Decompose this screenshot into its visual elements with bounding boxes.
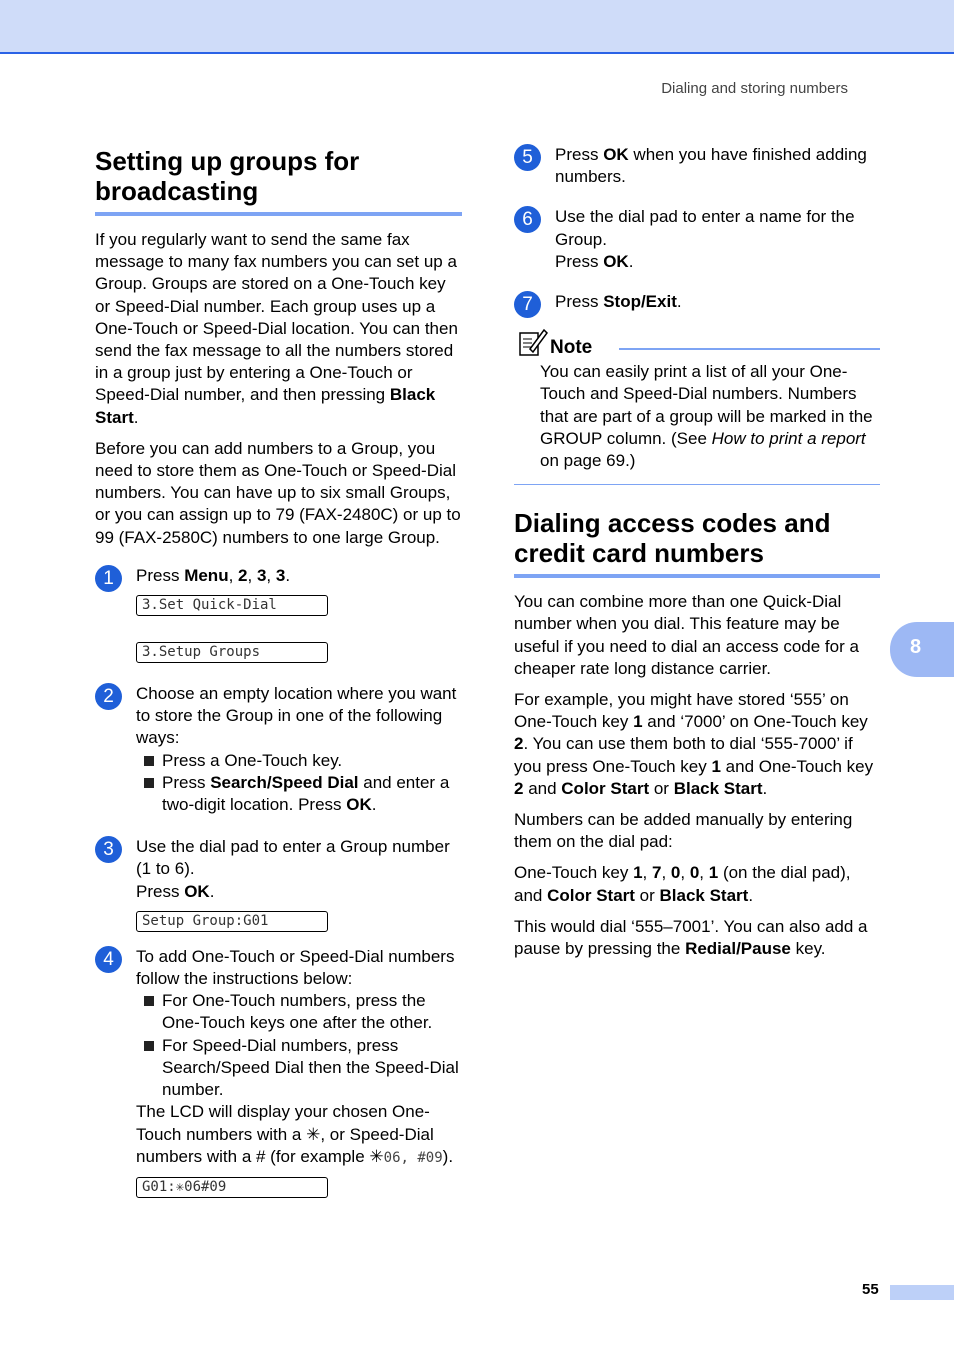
paragraph: Numbers can be added manually by entering them on the dial pad: (514, 810, 853, 852)
step-text: Choose an empty location where you want to store the Group in one of the following ways: (136, 684, 457, 748)
top-band (0, 0, 954, 54)
step-text: To add One-Touch or Speed-Dial numbers follow the instructions below: (136, 946, 455, 989)
title-rule (514, 574, 880, 578)
step-text: Use the dial pad to enter a name for the Group. (555, 207, 855, 249)
step-3 (95, 836, 462, 932)
paragraph: You can combine more than one Quick-Dial number when you dial. This feature may be useful if you need to dial an access code for a cheaper rate long distance carrier. (514, 592, 859, 678)
note-pencil-icon (518, 327, 548, 357)
step-4 (95, 946, 462, 1198)
step-text: Press Stop/Exit. (555, 292, 682, 312)
step-number-badge: 2 (95, 683, 122, 710)
step-text: Press Menu, 2, 3, 3. (136, 565, 291, 585)
step-text-press: Press OK. (136, 881, 215, 901)
chapter-tab (890, 622, 954, 677)
paragraph: This would dial ‘555–7001’. You can also add a pause by pressing the Redial/Pause key. (514, 916, 868, 959)
title-rule (95, 212, 462, 216)
step-6 (514, 206, 880, 273)
step-5 (514, 144, 880, 188)
step-text-display: The LCD will display your chosen One-Touch numbers with a ✳, or Speed-Dial numbers with a # (for example ✳06, #09). (136, 1102, 454, 1166)
asterisk-icon: ✳ (369, 1146, 384, 1166)
lcd-display: G01:✳06#09 (136, 1177, 328, 1198)
intro-paragraph-1: If you regularly want to send the same fax message to many fax numbers you can set up a Group. Groups are stored on a One-Touch key or Speed-Dial number. Each group uses up a One-Touch or Speed-Dial location. You can then send the fax message to all the numbers stored in a group just by entering a One-Touch or Speed-Dial number, and then pressing Black Start. (95, 230, 458, 427)
section-title-access-codes: Dialing access codes and credit card numbers (514, 508, 831, 569)
page-number: 55 (862, 1281, 879, 1298)
step-text-press: Press OK. (555, 251, 634, 271)
step-7 (514, 291, 880, 316)
bullet-item: Press Search/Speed Dial and enter a two-digit location. Press OK. (136, 772, 462, 816)
step-text: Press OK when you have finished adding numbers. (555, 145, 867, 187)
lcd-display: 3.Setup Groups (136, 642, 328, 663)
paragraph: One-Touch key 1, 7, 0, 0, 1 (on the dial pad), and Color Start or Black Start. (514, 863, 851, 905)
chapter-number: 8 (910, 636, 922, 658)
step-text: Use the dial pad to enter a Group number (1 to 6). (136, 837, 450, 879)
step-number-badge: 1 (95, 565, 122, 592)
asterisk-icon: ✳ (306, 1124, 321, 1144)
note-header (514, 327, 880, 361)
note-title: Note (550, 337, 593, 359)
bullet-item: For One-Touch numbers, press the One-Touch keys one after the other. (136, 990, 462, 1034)
step-2 (95, 683, 462, 816)
step-number-badge: 7 (514, 291, 541, 318)
paragraph: For example, you might have stored ‘555’ on One-Touch key 1 and ‘7000’ on One-Touch key 2. You can use them both to dial ‘555-7000’ if you press One-Touch key 1 and One-Touch key 2 and Color Start or Black Start. (514, 690, 874, 798)
intro-paragraph-2: Before you can add numbers to a Group, you need to store them as One-Touch or Speed-Dial numbers. You can have up to six small Groups, or you can assign up to 79 (FAX-2480C) or up to 99 (FAX-2580C) numbers to one large Group. (95, 438, 461, 547)
left-column (95, 146, 462, 1210)
lcd-display: Setup Group:G01 (136, 911, 328, 932)
bullet-item: For Speed-Dial numbers, press Search/Speed Dial then the Speed-Dial number. (136, 1035, 462, 1102)
bullet-item: Press a One-Touch key. (136, 750, 462, 772)
note-end-rule (514, 484, 880, 485)
step-number-badge: 5 (514, 144, 541, 171)
note-rule (619, 348, 880, 350)
section-title-groups: Setting up groups for broadcasting (95, 146, 360, 206)
step-number-badge: 3 (95, 836, 122, 863)
note-body: You can easily print a list of all your One-Touch and Speed-Dial numbers. Numbers that are part of a group will be marked in the GROUP column. (See How to print a report on page 69.) (540, 362, 873, 471)
step-number-badge: 4 (95, 946, 122, 973)
page-number-bar (890, 1285, 954, 1300)
step-1 (95, 565, 462, 663)
step-number-badge: 6 (514, 206, 541, 233)
running-header: Dialing and storing numbers (661, 80, 848, 97)
right-column (514, 144, 880, 969)
lcd-display: 3.Set Quick-Dial (136, 595, 328, 616)
